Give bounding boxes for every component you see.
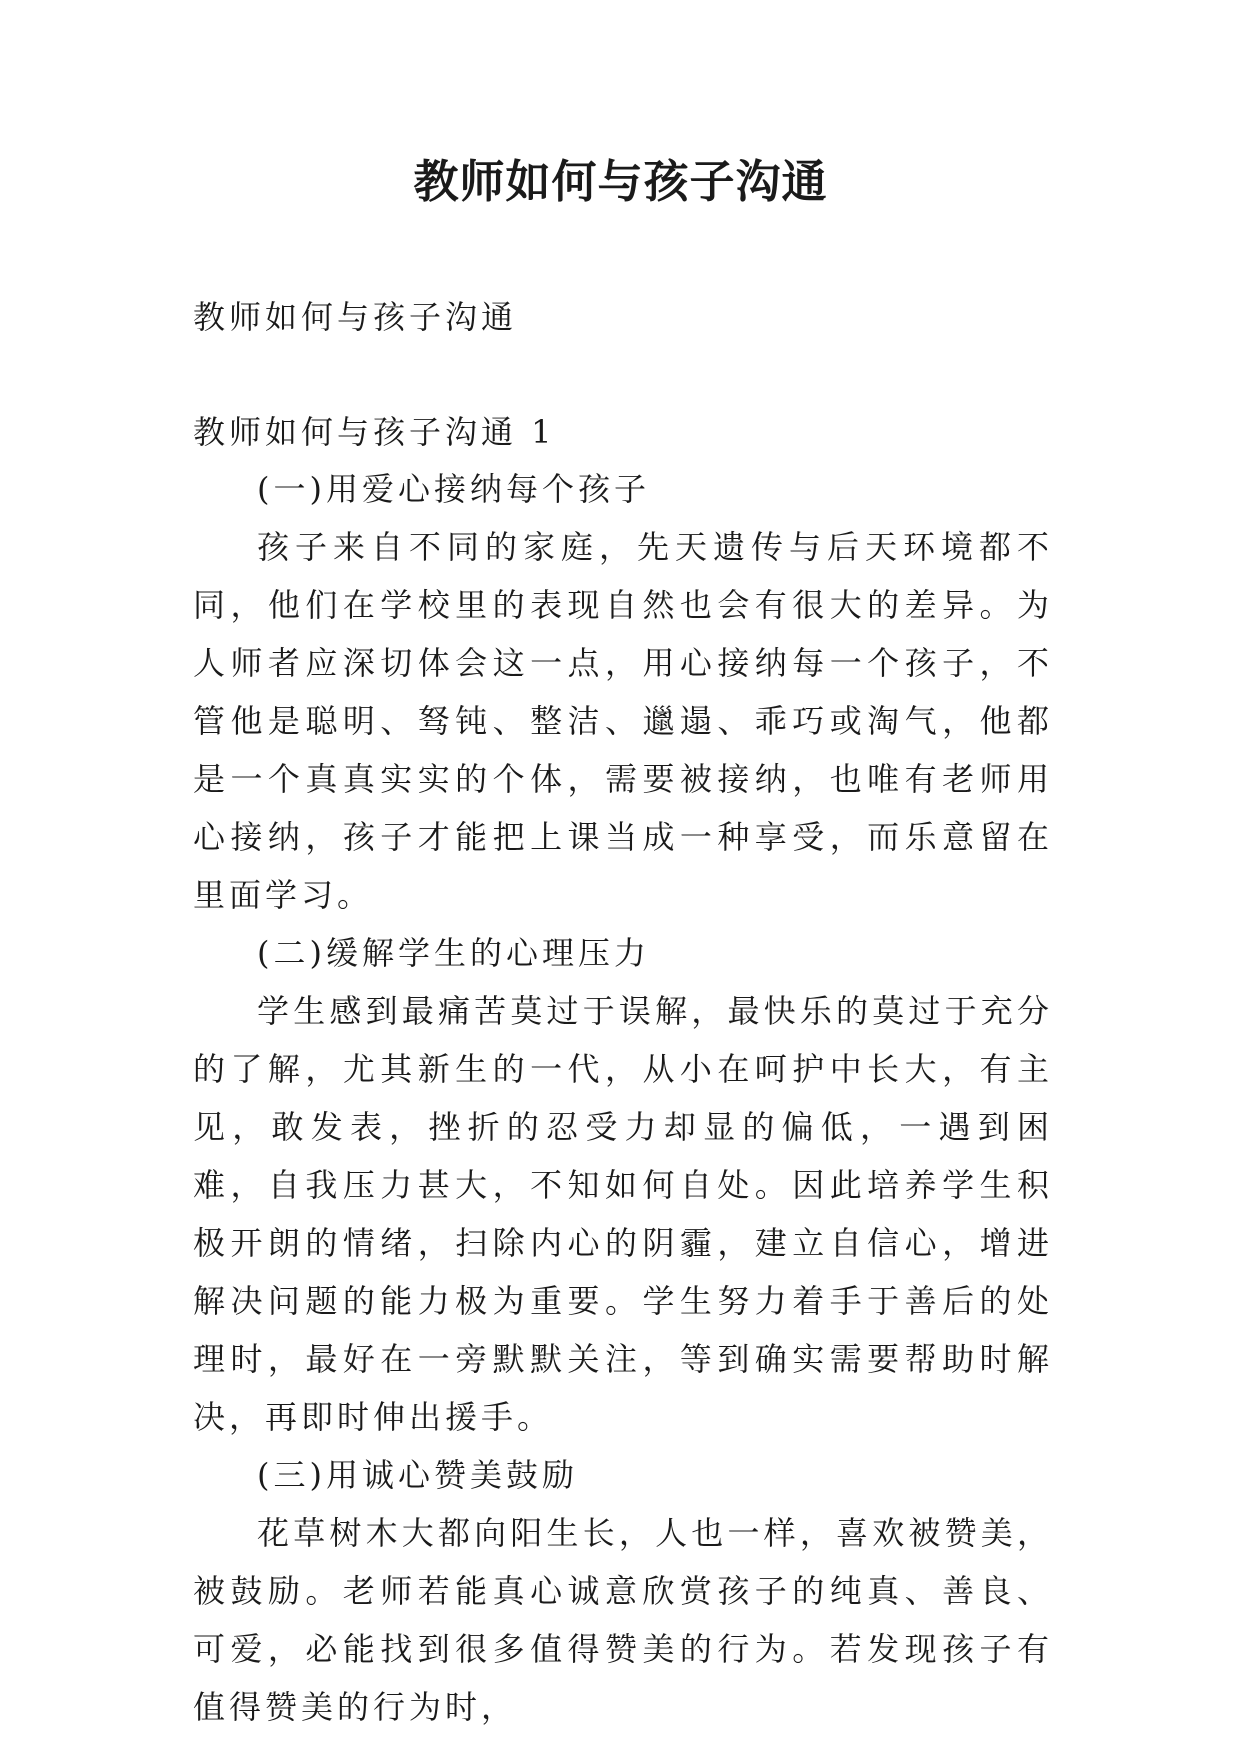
document-title: 教师如何与孩子沟通 [413, 155, 828, 208]
section-label: 教师如何与孩子沟通 1 [193, 413, 556, 451]
heading-2: (二)缓解学生的心理压力 [257, 934, 650, 972]
heading-3: (三)用诚心赞美鼓励 [257, 1456, 578, 1494]
paragraph-1: 孩子来自不同的家庭，先天遗传与后天环境都不同，他们在学校里的表现自然也会有很大的差异。为人师者应深切体会这一点，用心接纳每一个孩子，不管他是聪明、驽钝、整洁、邋遢、乖巧或淘气，他都是一个真真实实的个体，需要被接纳，也唯有老师用心接纳，孩子才能把上课当成一种享受，而乐意留在里面学习。 [193, 528, 1053, 914]
heading-1: (一)用爱心接纳每个孩子 [257, 470, 650, 508]
paragraph-2: 学生感到最痛苦莫过于误解，最快乐的莫过于充分的了解，尤其新生的一代，从小在呵护中长大，有主见，敢发表，挫折的忍受力却显的偏低，一遇到困难，自我压力甚大，不知如何自处。因此培养学生积极开朗的情绪，扫除内心的阴霾，建立自信心，增进解决问题的能力极为重要。学生努力着手于善后的处理时，最好在一旁默默关注，等到确实需要帮助时解决，再即时伸出援手。 [193, 992, 1053, 1436]
document-subtitle: 教师如何与孩子沟通 [193, 298, 518, 336]
paragraph-3: 花草树木大都向阳生长，人也一样，喜欢被赞美，被鼓励。老师若能真心诚意欣赏孩子的纯真、善良、可爱，必能找到很多值得赞美的行为。若发现孩子有值得赞美的行为时， [193, 1514, 1053, 1726]
document-body [193, 460, 1053, 1736]
